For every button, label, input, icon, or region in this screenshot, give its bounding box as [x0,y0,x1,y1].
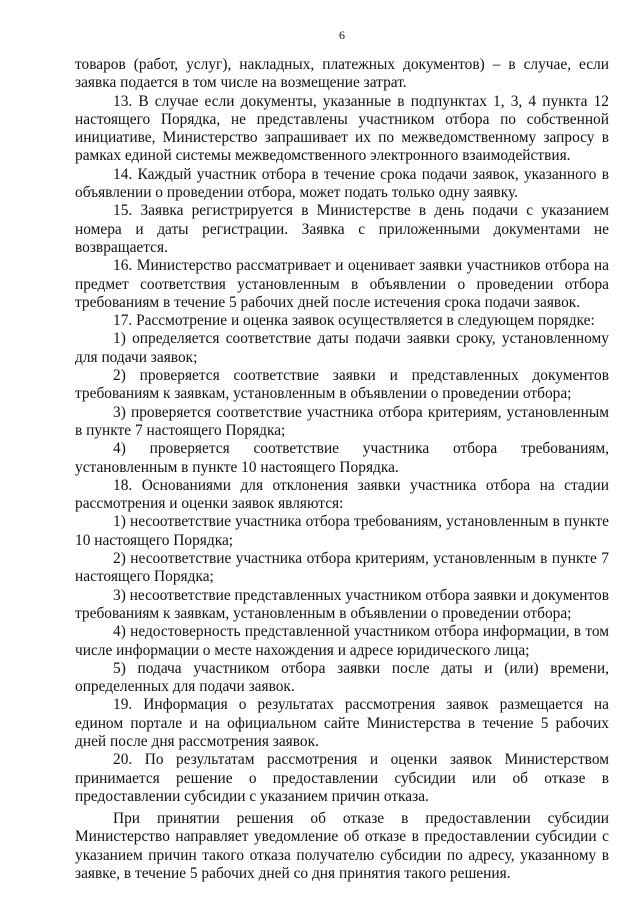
paragraph: 14. Каждый участник отбора в течение срока подачи заявок, указанного в объявлении о проведении отбора, может подать только одну заявку. [75,165,609,202]
page-number: 6 [339,28,345,42]
paragraph: При принятии решения об отказе в предоставлении субсидии Министерство направляет уведомление об отказе в предоставлении субсидии с указанием причин такого отказа получателю субсидии по адресу, указанному в заявке, в течение 5 рабочих дней со дня принятия такого решения. [75,810,609,883]
paragraph: товаров (работ, услуг), накладных, платежных документов) – в случае, если заявка подается в том числе на возмещение затрат. [75,56,609,92]
paragraph: 1) несоответствие участника отбора требованиям, установленным в пункте 10 настоящего Порядка; [75,513,609,549]
paragraph: 13. В случае если документы, указанные в подпунктах 1, 3, 4 пункта 12 настоящего Порядка, не представлены участником отбора по собственной инициативе, Министерство запрашивает их по межведомственному запросу в рамках единой системы межведомственного электронного взаимодействия. [75,92,609,165]
paragraph: 17. Рассмотрение и оценка заявок осуществляется в следующем порядке: [113,312,595,330]
paragraph: 18. Основаниями для отклонения заявки участника отбора на стадии рассмотрения и оценки заявок являются: [75,476,609,513]
paragraph: 2) проверяется соответствие заявки и представленных документов требованиям к заявкам, установленным в объявлении о проведении отбора; [75,367,609,403]
paragraph: 3) несоответствие представленных участником отбора заявки и документов требованиям к заявкам, установленным в объявлении о проведении отбора; [75,586,609,622]
paragraph: 19. Информация о результатах рассмотрения заявок размещается на едином портале и на официальном сайте Министерства в течение 5 рабочих дней после дня рассмотрения заявок. [75,696,609,750]
paragraph: 3) проверяется соответствие участника отбора критериям, установленным в пункте 7 настоящего Порядка; [75,403,609,439]
paragraph: 4) недостоверность представленной участником отбора информации, в том числе информации о месте нахождения и адресе юридического лица; [75,623,609,659]
paragraph: 15. Заявка регистрируется в Министерстве в день подачи с указанием номера и даты регистрации. Заявка с приложенными документами не возвращается. [75,202,609,256]
paragraph: 4) проверяется соответствие участника отбора требованиям, установленным в пункте 10 настоящего Порядка. [75,440,609,476]
document-body [75,56,609,883]
paragraph: 1) определяется соответствие даты подачи заявки сроку, установленному для подачи заявок; [75,330,609,366]
paragraph: 20. По результатам рассмотрения и оценки заявок Министерством принимается решение о предоставлении субсидии или об отказе в предоставлении субсидии с указанием причин отказа. [75,751,609,805]
paragraph: 16. Министерство рассматривает и оценивает заявки участников отбора на предмет соответствия установленным в объявлении о проведении отбора требованиям в течение 5 рабочих дней после истечения срока подачи заявок. [75,257,609,311]
paragraph: 2) несоответствие участника отбора критериям, установленным в пункте 7 настоящего Порядка; [75,550,609,586]
paragraph: 5) подача участником отбора заявки после даты и (или) времени, определенных для подачи заявок. [75,659,609,696]
